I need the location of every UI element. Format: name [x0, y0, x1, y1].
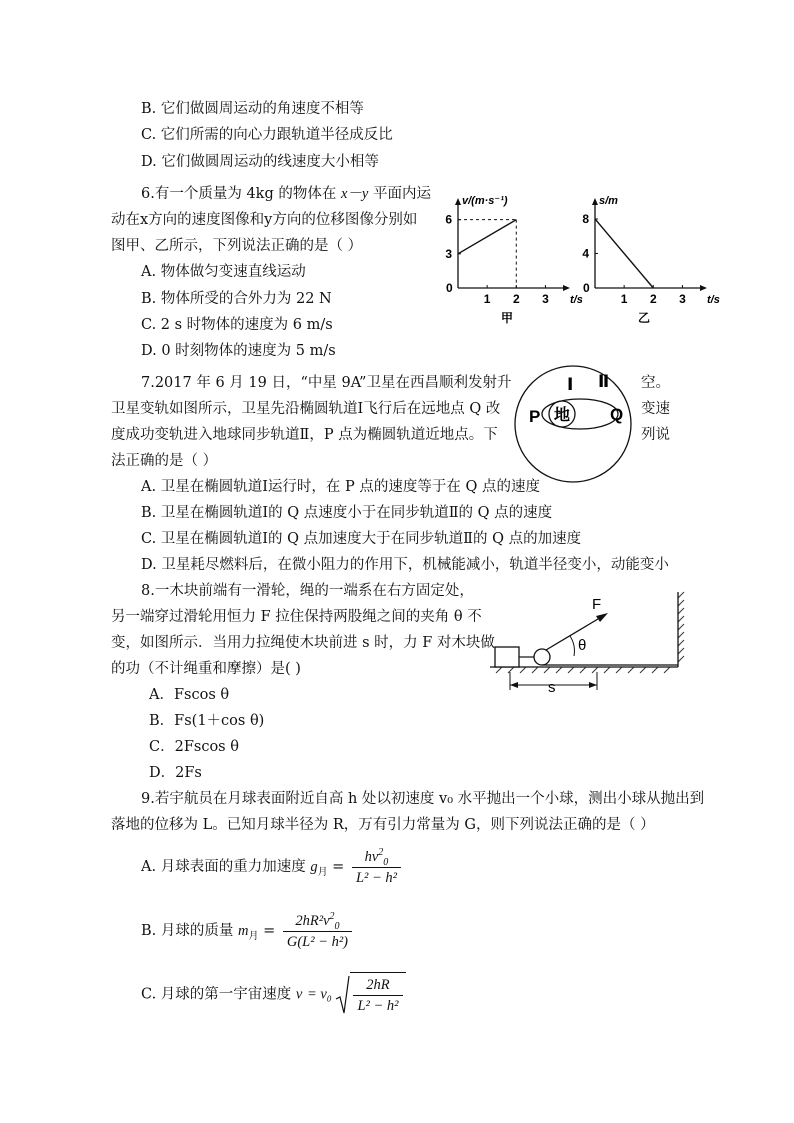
q7-option-a: A. 卫星在椭圆轨道Ⅰ运行时，在 P 点的速度等于在 Q 点的速度	[141, 479, 540, 495]
satellite-orbit-figure	[505, 368, 640, 483]
y-axis-label: s/m	[599, 195, 618, 207]
angle-arc	[570, 636, 574, 656]
q8-stem-line3: 变，如图所示．当用力拉绳使木块前进 s 时，力 F 对木块做	[111, 635, 495, 651]
q8-option-a: A．Fscos θ	[149, 687, 230, 703]
q8-option-d: D．2Fs	[149, 765, 202, 781]
q7-option-b: B. 卫星在椭圆轨道Ⅰ的 Q 点速度小于在同步轨道Ⅱ的 Q 点的速度	[141, 505, 553, 521]
label-s: s	[548, 679, 556, 696]
q7-stem-line2-tail: 变速	[641, 401, 670, 417]
q9-stem-line1: 9.若宇航员在月球表面附近自高 h 处以初速度 v₀ 水平抛出一个小球，测出小球从抛出到	[141, 791, 705, 807]
q7-stem-line3-tail: 列说	[641, 427, 670, 443]
y-tick-label: 8	[582, 211, 589, 226]
label-theta: θ	[578, 637, 587, 654]
x-tick-label: 3	[542, 292, 549, 306]
q7-option-d: D. 卫星耗尽燃料后，在微小阻力的作用下，机械能减小，轨道半径变小，动能变小	[141, 557, 669, 573]
q9-option-c: C. 月球的第一宇宙速度 v = v₀ $\frac{2hR}{\text{L² − h²}}$	[141, 972, 406, 1017]
data-line	[458, 220, 516, 254]
x-tick-label: 3	[679, 292, 686, 306]
label-force: F	[592, 596, 602, 613]
prev-option-c: C. 它们所需的向心力跟轨道半径成反比	[141, 127, 393, 143]
origin-label: 0	[446, 281, 453, 295]
label-p: P	[529, 407, 541, 426]
q6-stem-line1: 6.有一个质量为 4kg 的物体在 x－y 平面内运	[141, 186, 431, 202]
q6-option-a: A. 物体做匀变速直线运动	[141, 264, 306, 280]
force-arrow-head	[596, 613, 608, 622]
y-tick-label: 4	[582, 246, 589, 261]
y-tick-label: 6	[445, 212, 452, 227]
rope-pulled	[546, 616, 603, 650]
label-orbit-2: Ⅱ	[598, 372, 610, 391]
x-tick-label: 2	[649, 292, 657, 306]
wooden-block	[495, 647, 519, 667]
q8-stem-line1: 8.一木块前端有一滑轮，绳的一端系在右方固定处，	[141, 583, 474, 599]
label-q: Q	[610, 405, 624, 424]
x-tick-label: 1	[483, 292, 491, 306]
q8-option-c: C．2Fscos θ	[149, 739, 239, 755]
chart-caption: 乙	[637, 311, 651, 325]
displacement-time-graph	[565, 195, 720, 325]
x-axis-label: t/s	[570, 294, 583, 306]
q6-xy-plane: x－y	[340, 186, 369, 202]
velocity-time-graph	[428, 195, 583, 325]
prev-option-d: D. 它们做圆周运动的线速度大小相等	[141, 154, 379, 170]
label-orbit-1: Ⅰ	[567, 375, 574, 394]
chart-caption: 甲	[500, 311, 514, 325]
earth-label: 地	[553, 407, 571, 424]
origin-label: 0	[583, 281, 590, 295]
formula-first-cosmic-velocity: $\frac{2hR}{\text{L² − h²}}$	[353, 976, 402, 1015]
q6-option-c: C. 2 s 时物体的速度为 6 m/s	[141, 317, 333, 333]
block-pulley-figure	[490, 590, 690, 695]
floor-hatching	[496, 667, 670, 673]
q9-option-b: B. 月球的质量 $m_月$ = $\frac{2hR^2v^2_0}{\text{G(L² − h²)}}$	[141, 909, 355, 953]
q7-stem-line3: 度成功变轨进入地球同步轨道Ⅱ，P 点为椭圆轨道近地点。下	[111, 427, 498, 443]
y-tick-label: 3	[445, 246, 452, 261]
x-tick-label: 1	[620, 292, 628, 306]
x-tick-label: 2	[512, 292, 520, 306]
y-axis-arrow	[592, 198, 598, 205]
q7-stem-line1-tail: 空。	[641, 375, 670, 391]
x-axis-arrow	[700, 285, 707, 291]
sqrt-sign	[336, 972, 405, 1017]
q7-stem-line1: 7.2017 年 6 月 19 日，“中星 9A”卫星在西昌顺利发射升	[141, 375, 512, 391]
formula-g-moon: $\frac{hv^2_0}{\text{L² − h²}}$	[352, 848, 401, 887]
x-axis-label: t/s	[707, 294, 720, 306]
q6-option-d: D. 0 时刻物体的速度为 5 m/s	[141, 343, 336, 359]
wall-hatching	[678, 592, 684, 662]
q6-stem-line2: 动在x方向的速度图像和y方向的位移图像分别如	[111, 212, 418, 228]
q7-stem-line2: 卫星变轨如图所示，卫星先沿椭圆轨道Ⅰ飞行后在远地点 Q 改	[111, 401, 501, 417]
q6-stem-line3: 图甲、乙所示，下列说法正确的是（ ）	[111, 238, 363, 254]
q8-stem-line2: 另一端穿过滑轮用恒力 F 拉住保持两股绳之间的夹角 θ 不	[111, 609, 482, 625]
q6-option-b: B. 物体所受的合外力为 22 N	[141, 291, 332, 307]
q9-stem-line2: 落地的位移为 L。已知月球半径为 R，万有引力常量为 G，则下列说法正确的是（ ）	[111, 817, 655, 833]
q8-option-b: B．Fs(1＋cos θ)	[149, 713, 265, 729]
q7-stem-line4: 法正确的是（ ）	[111, 453, 218, 469]
y-axis-label: v/(m·s⁻¹)	[462, 195, 508, 207]
pulley	[534, 649, 550, 665]
prev-option-b: B. 它们做圆周运动的角速度不相等	[141, 101, 364, 117]
q8-stem-line4: 的功（不计绳重和摩擦）是( )	[111, 661, 301, 677]
q7-option-c: C. 卫星在椭圆轨道Ⅰ的 Q 点加速度大于在同步轨道Ⅱ的 Q 点的加速度	[141, 531, 582, 547]
y-axis-arrow	[455, 198, 461, 205]
formula-m-moon: $\frac{2hR^2v^2_0}{\text{G(L² − h²)}}$	[283, 912, 352, 951]
q9-option-a: A. 月球表面的重力加速度 $g_月$ = $\frac{hv^2_0}{\text{L² − h²}}$	[141, 845, 404, 889]
data-line	[595, 219, 653, 288]
